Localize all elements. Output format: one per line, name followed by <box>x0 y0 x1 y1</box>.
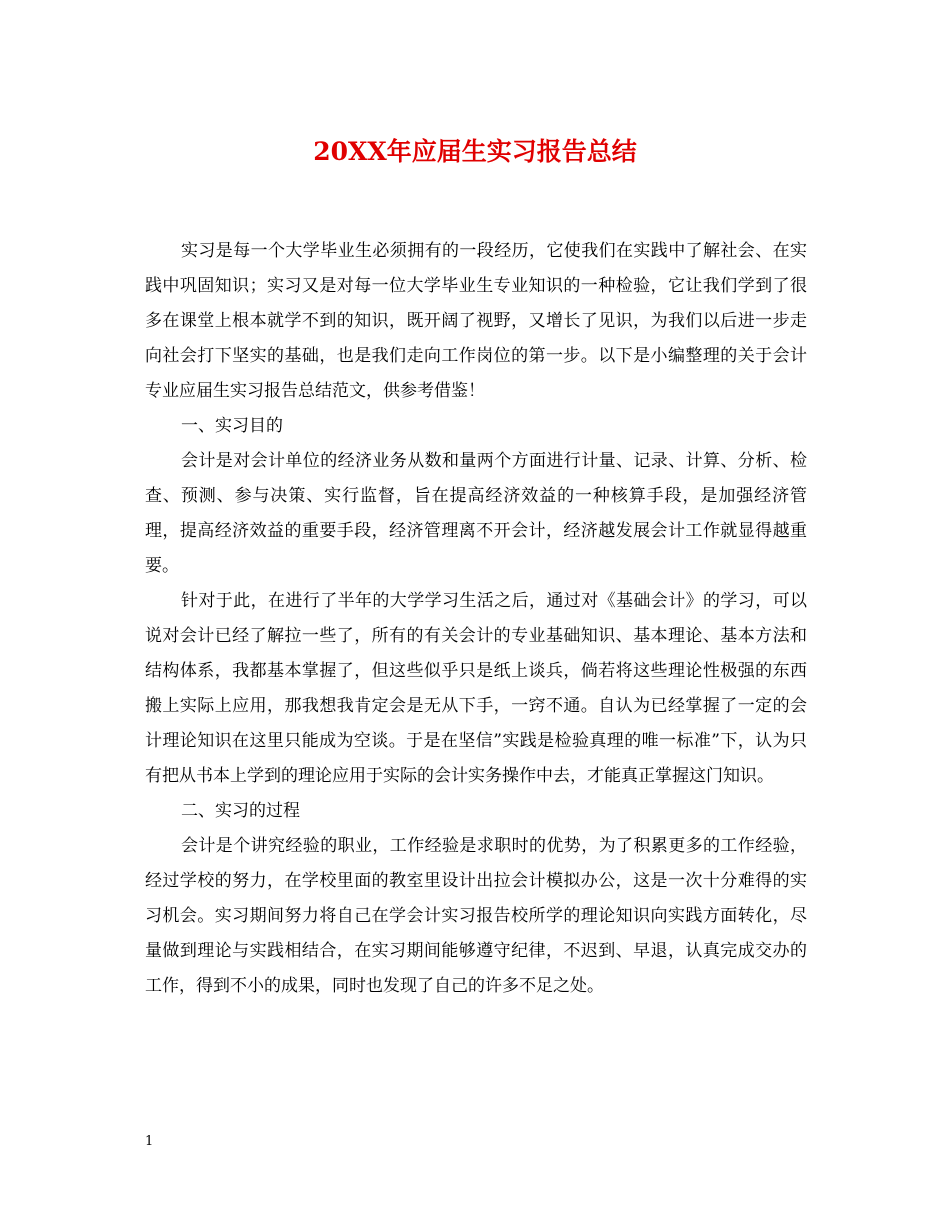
process-paragraph: 会计是个讲究经验的职业，工作经验是求职时的优势，为了积累更多的工作经验，经过学校的努力，在学校里面的教室里设计出拉会计模拟办公，这是一次十分难得的实习机会。实习期间努力将自己在学会计实习报告校所学的理论知识向实践方面转化，尽量做到理论与实践相结合，在实习期间能够遵守纪律，不迟到、早退，认真完成交办的工作，得到不小的成果，同时也发现了自己的许多不足之处。 <box>145 836 807 996</box>
section-heading-purpose: 一、实习目的 <box>181 416 283 436</box>
document-body <box>145 234 807 1004</box>
purpose-paragraph-2: 针对于此，在进行了半年的大学学习生活之后，通过对《基础会计》的学习，可以说对会计已经了解拉一些了，所有的有关会计的专业基础知识、基本理论、基本方法和结构体系，我都基本掌握了，但这些似乎只是纸上谈兵，倘若将这些理论性极强的东西搬上实际上应用，那我想我肯定会是无从下手，一窍不通。自认为已经掌握了一定的会计理论知识在这里只能成为空谈。于是在坚信”实践是检验真理的唯一标准”下，认为只有把从书本上学到的理论应用于实际的会计实务操作中去，才能真正掌握这门知识。 <box>145 591 807 786</box>
purpose-paragraph-1: 会计是对会计单位的经济业务从数和量两个方面进行计量、记录、计算、分析、检查、预测、参与决策、实行监督，旨在提高经济效益的一种核算手段，是加强经济管理，提高经济效益的重要手段，经济管理离不开会计，经济越发展会计工作就显得越重要。 <box>145 451 807 576</box>
section-heading-process: 二、实习的过程 <box>181 801 300 821</box>
intro-paragraph: 实习是每一个大学毕业生必须拥有的一段经历，它使我们在实践中了解社会、在实践中巩固知识；实习又是对每一位大学毕业生专业知识的一种检验，它让我们学到了很多在课堂上根本就学不到的知识，既开阔了视野，又增长了见识，为我们以后进一步走向社会打下坚实的基础，也是我们走向工作岗位的第一步。以下是小编整理的关于会计专业应届生实习报告总结范文，供参考借鉴！ <box>145 241 807 401</box>
document-title: 20XX年应届生实习报告总结 <box>313 137 637 166</box>
page-number: 1 <box>145 1134 154 1149</box>
